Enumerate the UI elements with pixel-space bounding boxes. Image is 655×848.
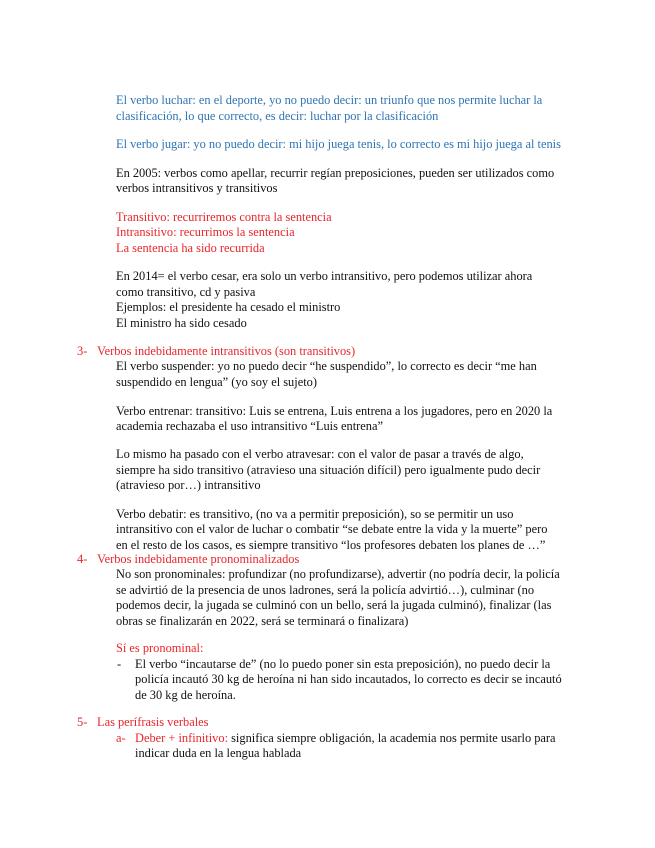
deber-infinitivo-title: Deber + infinitivo: bbox=[135, 731, 229, 745]
deber-infinitivo-line-2: indicar duda en la lengua hablada bbox=[135, 746, 302, 760]
luchar-line-1: El verbo luchar: en el deporte, yo no puedo decir: un triunfo que nos permite luchar la bbox=[116, 93, 543, 107]
section-3-number: 3- bbox=[77, 344, 88, 358]
section-3-heading: Verbos indebidamente intransitivos (son transitivos) bbox=[97, 344, 356, 358]
subsection-a-label: a- bbox=[116, 731, 126, 745]
jugar-line: El verbo jugar: yo no puedo decir: mi hijo juega tenis, lo correcto es mi hijo juega al tenis bbox=[116, 137, 561, 151]
year-2014-example-1: Ejemplos: el presidente ha cesado el ministro bbox=[116, 300, 341, 314]
incautar-line-3: de 30 kg de heroína. bbox=[135, 688, 236, 702]
section-5-heading: Las perífrasis verbales bbox=[97, 715, 209, 729]
section-4-heading: Verbos indebidamente pronominalizados bbox=[97, 552, 300, 566]
year-2005-line-2: verbos intransitivos y transitivos bbox=[116, 181, 278, 195]
no-pronominales-line-3: podemos decir, la jugada se culminó con un bello, será la jugada culminó), finalizar (las bbox=[116, 598, 552, 612]
entrenar-line-2: academia rechazaba el uso intransitivo “Luis entrena” bbox=[116, 419, 383, 433]
recurrir-intransitive: Intransitivo: recurrimos la sentencia bbox=[116, 225, 295, 239]
deber-infinitivo-text: significa siempre obligación, la academia nos permite usarlo para bbox=[228, 731, 556, 745]
recurrir-transitive: Transitivo: recurriremos contra la sentencia bbox=[116, 210, 332, 224]
si-pronominal-label: Sí es pronominal: bbox=[116, 641, 204, 655]
incautar-line-1: El verbo “incautarse de” (no lo puedo poner sin esta preposición), no puedo decir la bbox=[135, 657, 551, 671]
entrenar-line-1: Verbo entrenar: transitivo: Luis se entrena, Luis entrena a los jugadores, pero en 2020 la bbox=[116, 404, 553, 418]
suspender-line-1: El verbo suspender: yo no puedo decir “he suspendido”, lo correcto es decir “me han bbox=[116, 359, 537, 373]
atravesar-line-3: (atravieso por…) intransitivo bbox=[116, 478, 261, 492]
debatir-line-2: intransitivo con el valor de luchar o combatir “se debate entre la vida y la muerte” pero bbox=[116, 522, 548, 536]
year-2014-line-1: En 2014= el verbo cesar, era solo un verbo intransitivo, pero podemos utilizar ahora bbox=[116, 269, 533, 283]
no-pronominales-line-4: obras se finalizarán en 2022, será se terminará o finalizara) bbox=[116, 614, 409, 628]
year-2014-example-2: El ministro ha sido cesado bbox=[116, 316, 247, 330]
year-2005-line-1: En 2005: verbos como apellar, recurrir regían preposiciones, pueden ser utilizados como bbox=[116, 166, 555, 180]
year-2014-line-2: como transitivo, cd y pasiva bbox=[116, 285, 256, 299]
suspender-line-2: suspendido en lengua” (yo soy el sujeto) bbox=[116, 375, 317, 389]
atravesar-line-1: Lo mismo ha pasado con el verbo atravesar: con el valor de pasar a través de algo, bbox=[116, 447, 524, 461]
luchar-line-2: clasificación, lo que correcto, es decir: luchar por la clasificación bbox=[116, 109, 439, 123]
incautar-line-2: policía incautó 30 kg de heroína ni han sido incautados, lo correcto es decir se incautó bbox=[135, 672, 562, 686]
no-pronominales-line-1: No son pronominales: profundizar (no profundizarse), advertir (no podría decir, la policía bbox=[116, 567, 560, 581]
section-4-number: 4- bbox=[77, 552, 88, 566]
debatir-line-3: en el resto de los casos, es siempre transitivo “los profesores debaten los planes de …” bbox=[116, 538, 546, 552]
recurrir-passive: La sentencia ha sido recurrida bbox=[116, 241, 265, 255]
debatir-line-1: Verbo debatir: es transitivo, (no va a permitir preposición), so se permitir un uso bbox=[116, 507, 514, 521]
section-5-number: 5- bbox=[77, 715, 88, 729]
no-pronominales-line-2: se advirtió de la presencia de unos ladrones, será la policía advirtió…), culminar (no bbox=[116, 583, 535, 597]
atravesar-line-2: siempre ha sido transitivo (atravieso una situación difícil) pero igualmente pudo decir bbox=[116, 463, 541, 477]
list-bullet: - bbox=[117, 657, 122, 671]
deber-infinitivo-line-1 bbox=[135, 731, 556, 747]
